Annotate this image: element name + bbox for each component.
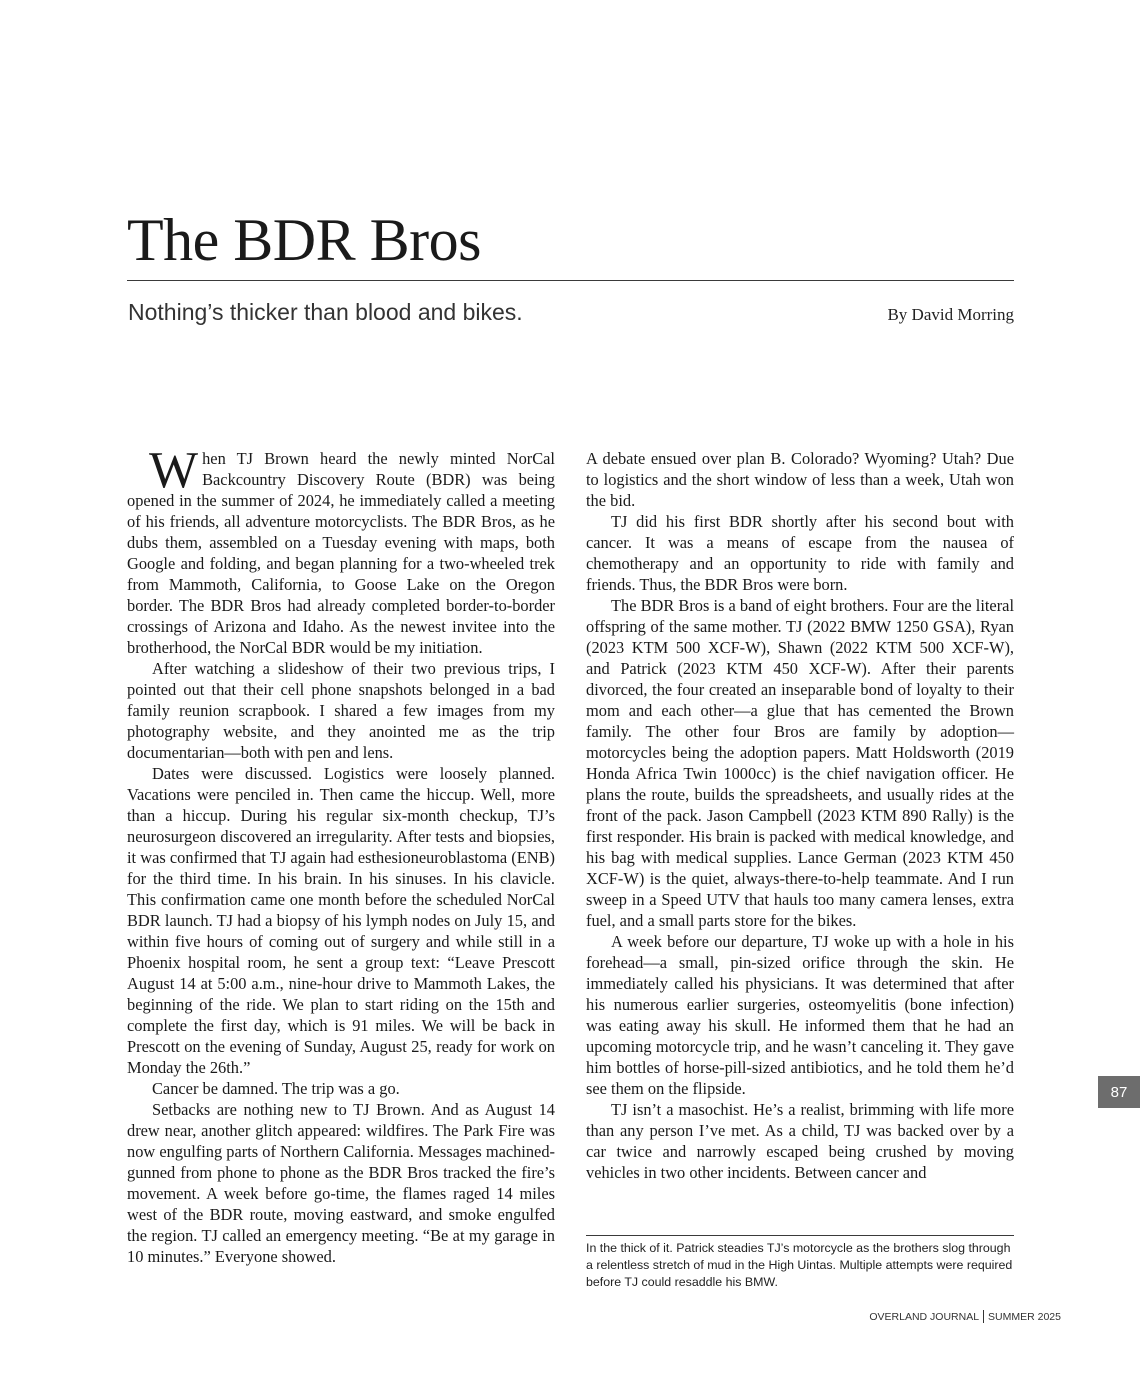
body-column-left xyxy=(127,442,555,1267)
body-paragraph: TJ isn’t a masochist. He’s a realist, brimming with life more than any person I’ve met. As a child, TJ was backed over by a car twice and narrowly escaped being crushed by moving vehicles in two other incidents. Between cancer and xyxy=(586,1100,1014,1182)
body-paragraph: A week before our departure, TJ woke up with a hole in his forehead—a small, pin-sized orifice through the skin. He immediately called his physicians. It was determined that after his numerous earlier surgeries, osteomyelitis (bone infection) was eating away his skull. He informed them that he had an upcoming motorcycle trip, and he wasn’t canceling it. They gave him bottles of horse-pill-sized antibiotics, and he told them he’d see them on the flipside. xyxy=(586,932,1014,1098)
footer-separator xyxy=(983,1310,984,1323)
photo-caption: In the thick of it. Patrick steadies TJ’s motorcycle as the brothers slog through a relentless stretch of mud in the High Uintas. Multiple attempts were required before TJ could resaddle his BMW. xyxy=(586,1241,1013,1289)
body-paragraph: After watching a slideshow of their two previous trips, I pointed out that their cell phone snapshots belonged in a bad family reunion scrapbook. I shared a few images from my photography website, and they anointed me as the trip documentarian—both with pen and lens. xyxy=(127,659,555,762)
body-paragraph: Cancer be damned. The trip was a go. xyxy=(152,1079,400,1098)
body-column-right xyxy=(586,448,1014,1183)
page-number-tab: 87 xyxy=(1098,1076,1140,1108)
article-title: The BDR Bros xyxy=(127,207,481,273)
lead-paragraph xyxy=(127,442,555,658)
article-subtitle: Nothing’s thicker than blood and bikes. xyxy=(128,299,523,325)
body-paragraph: TJ did his first BDR shortly after his second bout with cancer. It was a means of escape from the nausea of chemotherapy and an opportunity to ride with family and friends. Thus, the BDR Bros were born. xyxy=(586,512,1014,594)
title-divider xyxy=(127,280,1014,281)
body-paragraph: The BDR Bros is a band of eight brothers. Four are the literal offspring of the same mother. TJ (2022 BMW 1250 GSA), Ryan (2023 KTM 500 XCF-W), Shawn (2022 KTM 500 XCF-W), and Patrick (2023 KTM 450 XCF-W). After their parents divorced, the four created an inseparable bond of loyalty to their mom and each other—a glue that has cemented the Brown family. The other four Bros are family by adoption—motorcycles being the adoption papers. Matt Holdsworth (2019 Honda Africa Twin 1000cc) is the chief navigation officer. He plans the route, builds the spreadsheets, and usually rides at the front of the pack. Jason Campbell (2023 KTM 890 Rally) is the first responder. His brain is packed with medical knowledge, and his bag with medical supplies. Lance German (2023 KTM 450 XCF-W) is the quiet, always-there-to-help teammate. And I run sweep in a Speed UTV that hauls too many camera lenses, extra fuel, and a small parts store for the bikes. xyxy=(586,596,1014,930)
lead-paragraph-text: hen TJ Brown heard the newly minted NorCal Backcountry Discovery Route (BDR) was being opened in the summer of 2024, he immediately called a meeting of his friends, all adventure motorcyclists. The BDR Bros, as he dubs them, assembled on a Tuesday evening with maps, both Google and folding, and began planning for a two-wheeled trek from Mammoth, California, to Goose Lake on the Oregon border. The BDR Bros had already completed border-to-border crossings of Arizona and Idaho. As the newest invitee into the brotherhood, the NorCal BDR would be my initiation. xyxy=(127,449,555,657)
body-paragraph: Dates were discussed. Logistics were loosely planned. Vacations were penciled in. Then came the hiccup. Well, more than a hiccup. During his regular six-month checkup, TJ’s neurosurgeon discovered an irregularity. After tests and biopsies, it was confirmed that TJ again had esthesioneuroblastoma (ENB) for the third time. In his brain. In his sinuses. In his clavicle. This confirmation came one month before the scheduled NorCal BDR launch. TJ had a biopsy of his lymph nodes on July 15, and within five hours of coming out of surgery and while still in a Phoenix hospital room, he sent a group text: “Leave Prescott August 14 at 5:00 a.m., nine-hour drive to Mammoth Lakes, the beginning of the ride. We plan to start riding on the 15th and complete the first day, which is 91 miles. We will be back in Prescott on the evening of Sunday, August 25, ready for work on Monday the 26th.” xyxy=(127,764,555,1077)
issue-label: SUMMER 2025 xyxy=(988,1310,1061,1323)
byline: By David Morring xyxy=(887,305,1014,324)
drop-cap: W xyxy=(149,442,199,499)
publication-name: OVERLAND JOURNAL xyxy=(869,1310,980,1323)
body-paragraph: Setbacks are nothing new to TJ Brown. And as August 14 drew near, another glitch appeared: wildfires. The Park Fire was now engulfing parts of Northern California. Messages machined-gunned from phone to phone as the BDR Bros tracked the fire’s movement. A week before go-time, the flames raged 14 miles west of the BDR route, moving eastward, and smoke engulfed the region. TJ called an emergency meeting. “Be at my garage in 10 minutes.” Everyone showed. xyxy=(127,1100,555,1266)
caption-divider xyxy=(586,1235,1014,1236)
body-paragraph: A debate ensued over plan B. Colorado? Wyoming? Utah? Due to logistics and the short window of less than a week, Utah won the bid. xyxy=(586,449,1014,510)
page-footer xyxy=(869,1310,1061,1323)
